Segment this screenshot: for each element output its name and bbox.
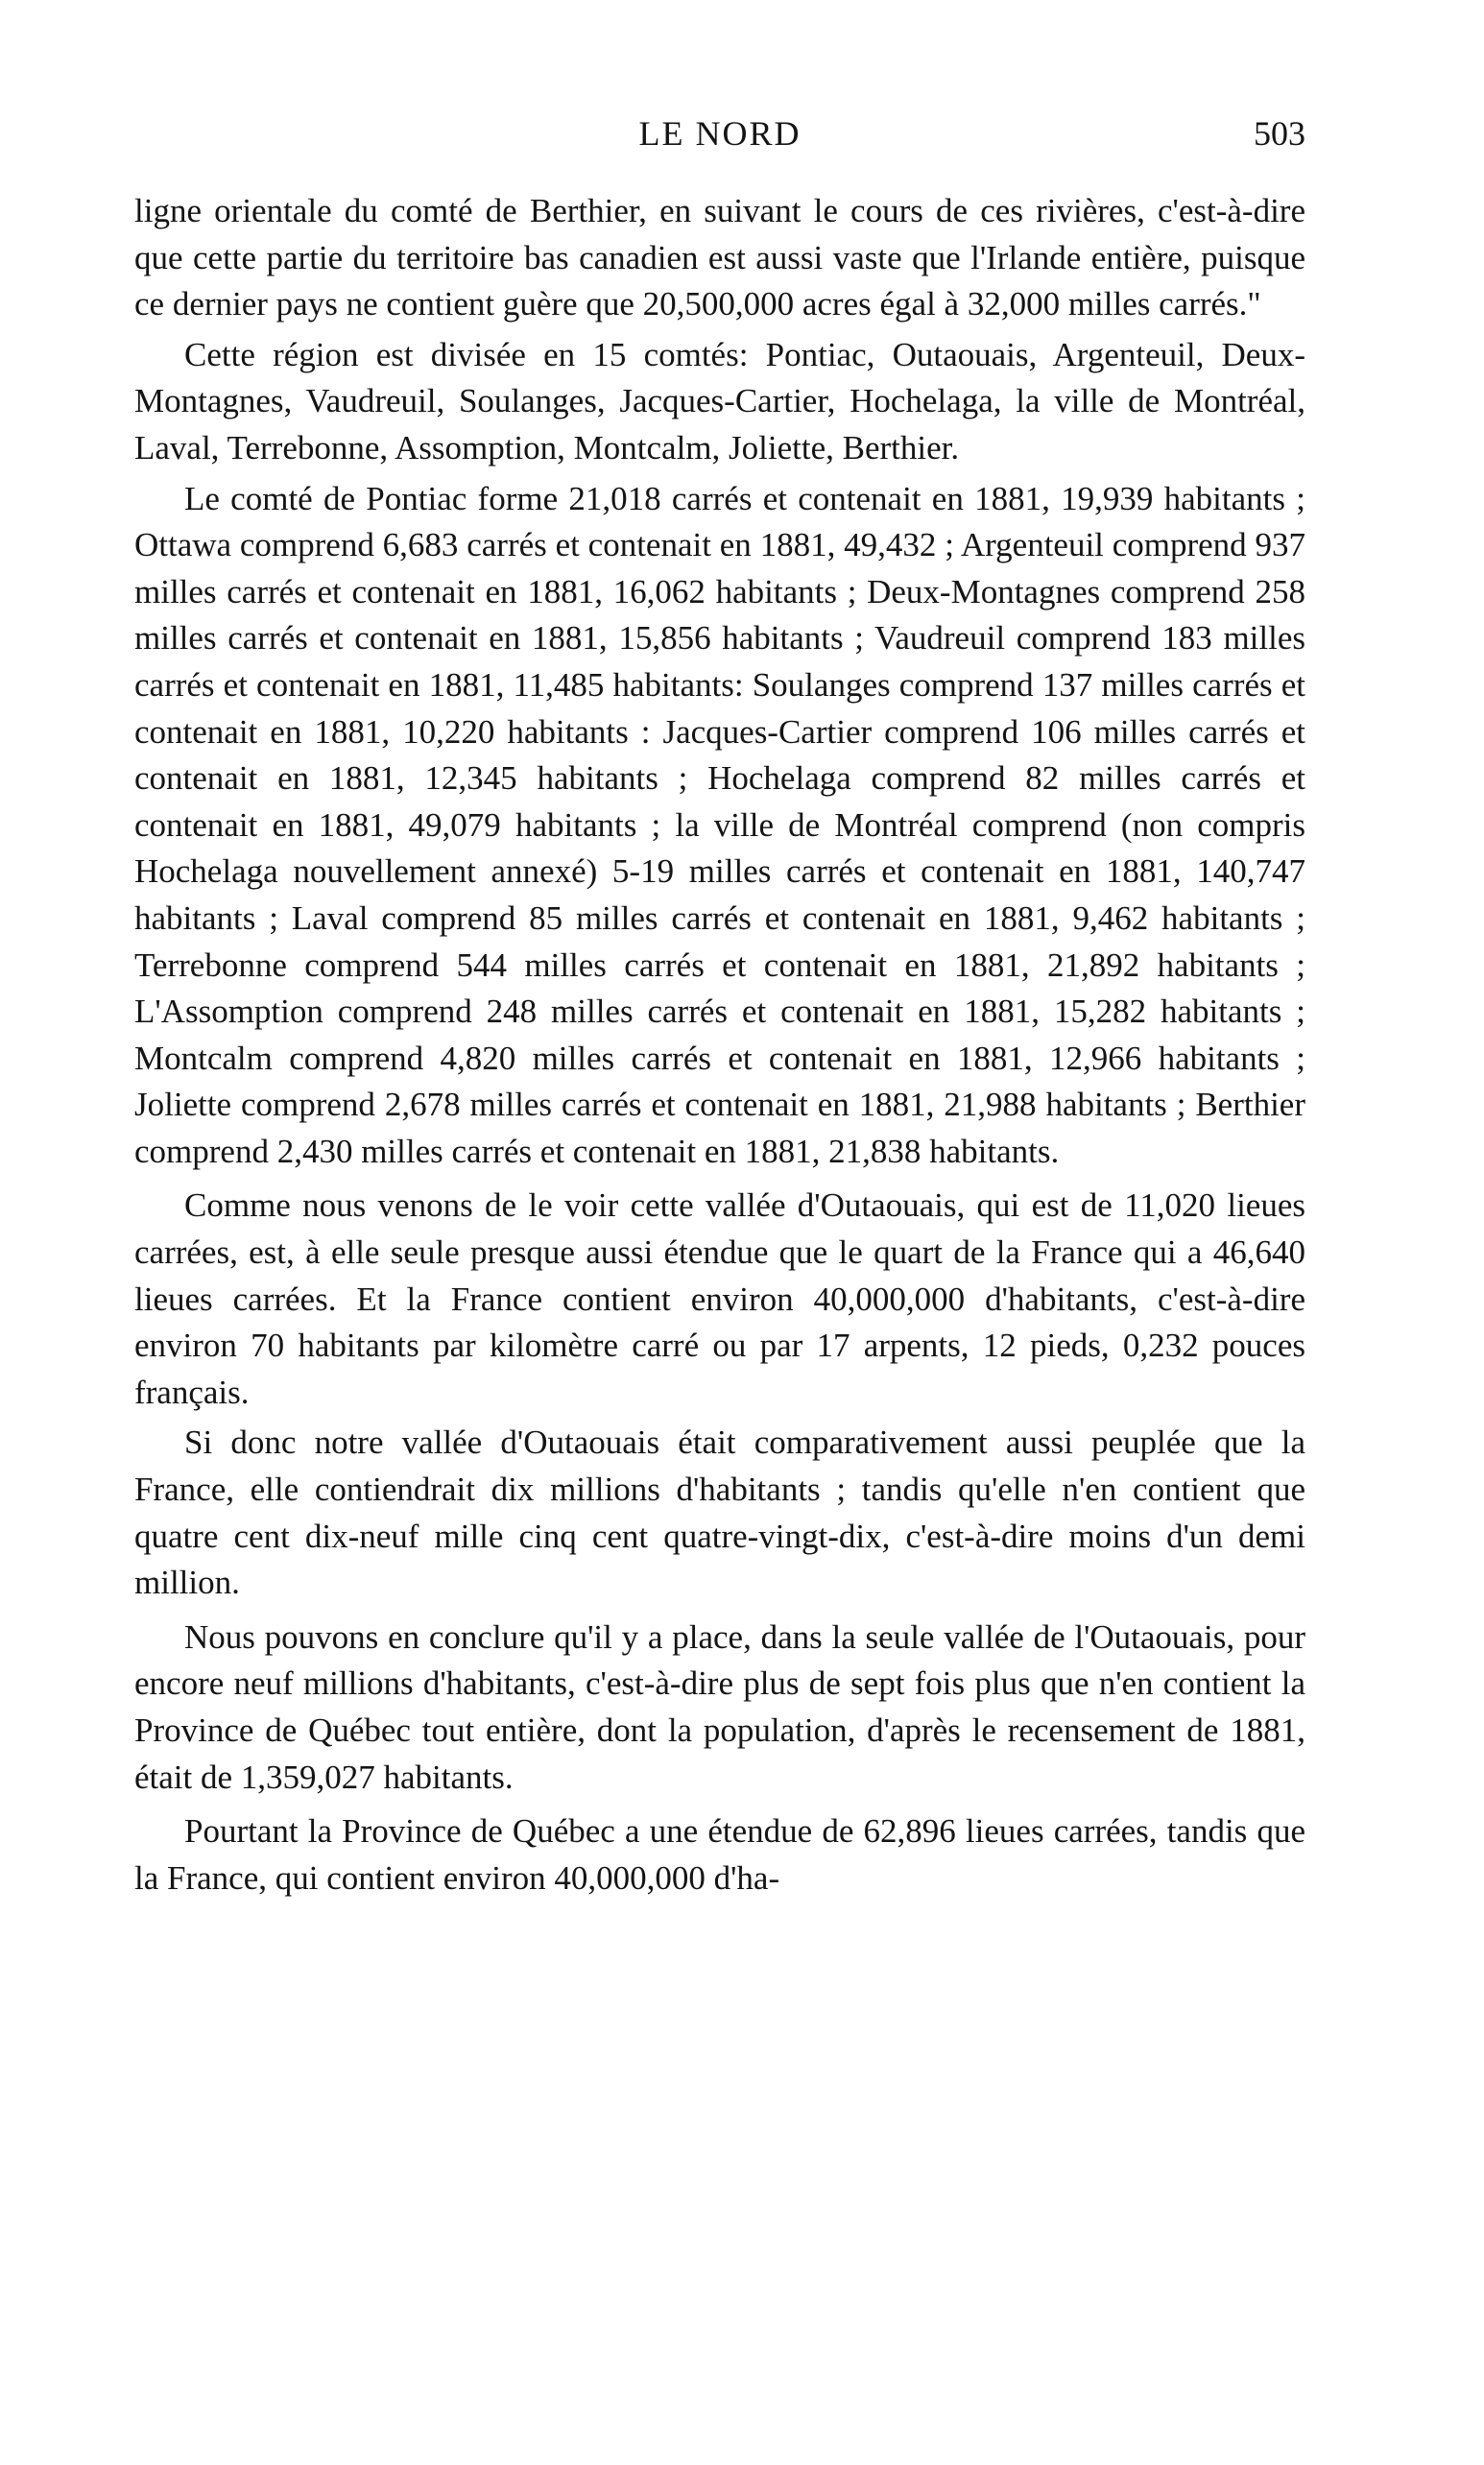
paragraph-conclusion: Nous pouvons en conclure qu'il y a place, dans la seule vallée de l'Outaouais, pour encore neuf millions d'habitants, c'est-à-dire plus de sept fois plus que n'en contient la Province de Québec tout entière, dont la population, d'après le recensement de 1881, était de 1,359,027 habitants. (134, 1617, 1305, 1796)
running-title: LE NORD (638, 114, 802, 153)
paragraph-continuation: ligne orientale du comté de Berthier, en suivant le cours de ces rivières, c'est-à-dire que cette partie du territoire bas canadien est aussi vaste que l'Irlande entière, puisque ce dernier pays ne contient guère que 20,500,000 acres égal à 32,000 milles carrés." (134, 192, 1305, 323)
paragraph-county-statistics: Le comté de Pontiac forme 21,018 carrés et contenait en 1881, 19,939 habitants ; Ottawa comprend 6,683 carrés et contenait en 1881, 49,432 ; Argenteuil comprend 937 milles carrés et contenait en 1881, 16,062 habitants ; Deux-Montagnes comprend 258 milles carrés et contenait en 1881, 15,856 habitants ; Vaudreuil comprend 183 milles carrés et contenait en 1881, 11,485 habitants: Soulanges comprend 137 milles carrés et contenait en 1881, 10,220 habitants : Jacques-Cartier comprend 106 milles carrés et contenait en 1881, 12,345 habitants ; Hochelaga comprend 82 milles carrés et contenait en 1881, 49,079 habitants ; la ville de Montréal comprend (non compris Hochelaga nouvellement annexé) 5-19 milles carrés et contenait en 1881, 140,747 habitants ; Laval comprend 85 milles carrés et contenait en 1881, 9,462 habitants ; Terrebonne comprend 544 milles carrés et contenait en 1881, 21,892 habitants ; L'Assomption comprend 248 milles carrés et contenait en 1881, 15,282 habitants ; Montcalm comprend 4,820 milles carrés et contenait en 1881, 12,966 habitants ; Joliette comprend 2,678 milles carrés et contenait en 1881, 21,988 habitants ; Berthier comprend 2,430 milles carrés et contenait en 1881, 21,838 habitants. (134, 479, 1305, 1170)
body-text (134, 188, 1305, 1902)
paragraph-comparison-france: Comme nous venons de le voir cette vallée d'Outaouais, qui est de 11,020 lieues carrées, est, à elle seule presque aussi étendue que le quart de la France qui a 46,640 lieues carrées. Et la France contient environ 40,000,000 d'habitants, c'est-à-dire environ 70 habitants par kilomètre carré ou par 17 arpents, 12 pieds, 0,232 pouces français. (134, 1186, 1305, 1411)
running-head (134, 113, 1305, 171)
paragraph-population-potential: Si donc notre vallée d'Outaouais était comparativement aussi peuplée que la France, elle contiendrait dix millions d'habitants ; tandis qu'elle n'en contient que quatre cent dix-neuf mille cinq cent quatre-vingt-dix, c'est-à-dire moins d'un demi million. (134, 1424, 1305, 1602)
paragraph-province-extent: Pourtant la Province de Québec a une étendue de 62,896 lieues carrées, tandis que la France, qui contient environ 40,000,000 d'ha- (134, 1812, 1305, 1897)
paragraph-counties-list: Cette région est divisée en 15 comtés: Pontiac, Outaouais, Argenteuil, Deux-Montagnes, Vaudreuil, Soulanges, Jacques-Cartier, Hochelaga, la ville de Montréal, Laval, Terrebonne, Assomption, Montcalm, Joliette, Berthier. (134, 335, 1305, 467)
page-number: 503 (1254, 114, 1305, 153)
